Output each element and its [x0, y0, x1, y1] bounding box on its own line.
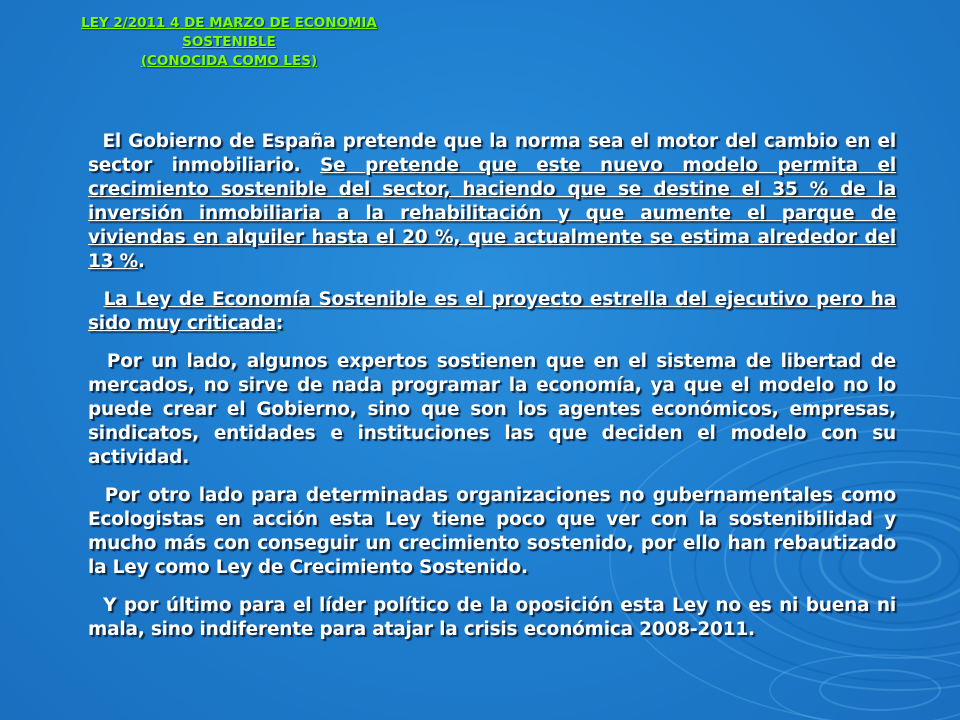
paragraph-3-text: Por un lado, algunos expertos sostienen que en el sistema de libertad de mercados, no sirve de nada programar la economía, ya que el modelo no lo puede crear el Gobierno, sino que son los agentes económicos, empresas, sindicatos, entidades e instituciones las que deciden el modelo con su actividad.: [88, 351, 896, 468]
paragraph-1-underlined: Se pretende que este nuevo modelo permita el crecimiento sostenible del sector, haciendo que se destine el 35 % de la inversión inmobiliaria a la rehabilitación y que aumente el parque de viviendas en alquiler hasta el 20 %, que actualmente se estima alrededor del 13 %: [88, 155, 896, 272]
paragraph-4-text: Por otro lado para determinadas organizaciones no gubernamentales como Ecologistas en acción esta Ley tiene poco que ver con la sostenibilidad y mucho más con conseguir un crecimiento sostenido, por ello han rebautizado la Ley como Ley de Crecimiento Sostenido.: [88, 485, 897, 578]
slide-body: [88, 130, 896, 656]
paragraph-5: [88, 594, 896, 642]
paragraph-1-start: El Gobierno de España pretende que la norma sea el motor del cambio en el sector inmobiliario.: [88, 131, 896, 176]
paragraph-1: [88, 130, 896, 274]
paragraph-1-end: .: [137, 251, 145, 272]
paragraph-2-underlined: La Ley de Economía Sostenible es el proyecto estrella del ejecutivo pero ha sido muy criticada: [88, 289, 896, 334]
title-line-2: SOSTENIBLE: [182, 34, 276, 50]
paragraph-2-end: :: [275, 313, 284, 334]
slide-title: [74, 14, 384, 71]
paragraph-4: [88, 484, 896, 580]
paragraph-3: [88, 350, 896, 470]
paragraph-2: [88, 288, 896, 336]
title-line-1: LEY 2/2011 4 DE MARZO DE ECONOMIA: [81, 15, 377, 31]
title-line-3: (CONOCIDA COMO LES): [140, 53, 318, 69]
paragraph-5-text: Y por último para el líder político de la oposición esta Ley no es ni buena ni mala, sino indiferente para atajar la crisis económica 2008-2011.: [88, 595, 896, 640]
